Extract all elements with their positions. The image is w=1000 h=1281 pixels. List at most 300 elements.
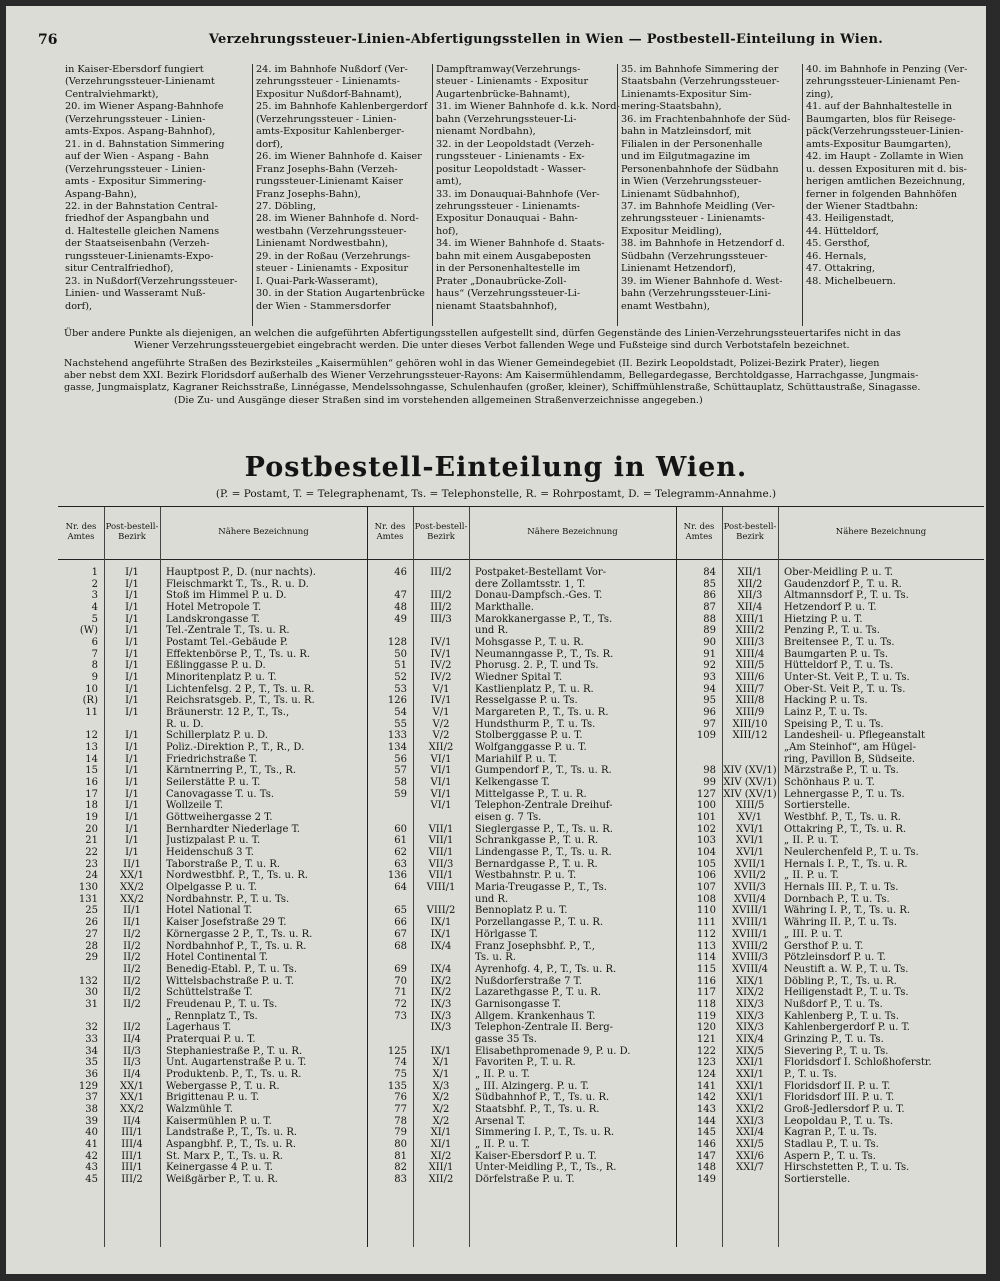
cell-bezeichnung: Gaudenzdorf P., T. u. R. [784,578,902,590]
cell-amt-nr: 55 [394,718,407,730]
cell-bezirk: V/2 [432,730,450,742]
cell-amt-nr: 41 [85,1138,98,1150]
cell-bezeichnung: Canovagasse T. u. Ts. [166,788,275,800]
table-row [676,882,984,894]
table-row [676,1069,984,1081]
top-column [802,64,986,326]
top-column-line: Prater „Donaubrücke-Zoll- [436,275,567,287]
running-title: Verzehrungssteuer-Linien-Abfertigungsstellen in Wien — Postbestell-Einteilung in Wien. [208,32,884,47]
cell-bezirk: I/1 [125,567,139,578]
cell-bezeichnung: Telephon-Zentrale II. Berg- [475,1022,614,1034]
cell-amt-nr: 144 [696,1115,716,1127]
table-row [367,695,676,707]
cell-amt-nr: 68 [394,940,407,952]
cell-bezeichnung: Produktenb. P., T., Ts. u. R. [166,1068,302,1080]
cell-bezirk: II/2 [123,975,141,987]
top-column-line: 42. im Haupt - Zollamte in Wien [806,151,964,163]
cell-bezirk: V/2 [432,718,450,730]
table-row [676,684,984,696]
cell-bezeichnung: Schrankgasse P., T. u. R. [475,835,599,847]
cell-bezeichnung: Lazarethgasse P., T. u. R. [475,987,602,999]
top-column-line: 40. im Bahnhofe in Penzing (Ver- [806,64,968,75]
top-column-line: 24. im Bahnhofe Nußdorf (Ver- [256,64,408,75]
cell-bezirk: XIX/4 [736,1033,764,1045]
cell-bezeichnung: Hernals III. P., T. u. Ts. [784,882,899,894]
table-row [676,719,984,731]
column-header-bezeichnung [778,507,984,557]
table-row [58,1057,367,1069]
cell-bezirk: II/1 [123,858,141,870]
cell-bezeichnung: und R. [475,893,509,905]
cell-bezeichnung: Olpelgasse P. u. T. [166,882,257,894]
table-block [58,507,368,1247]
cell-bezirk: I/1 [125,683,139,695]
cell-bezeichnung: Penzing P., T. u. Ts. [784,625,880,637]
top-column-line: (Verzehrungssteuer - Linien- [256,113,397,125]
cell-bezirk: XIX/3 [736,1010,764,1022]
cell-bezeichnung: Maria-Treugasse P., T., Ts. [475,882,607,894]
cell-bezeichnung: Kelkengasse T. [475,777,550,789]
cell-bezirk: III/2 [430,590,452,602]
top-column-line: westbahn (Verzehrungssteuer- [256,225,407,237]
cell-amt-nr: 34 [85,1045,98,1057]
cell-amt-nr: 57 [394,765,407,777]
cell-amt-nr: 33 [85,1033,98,1045]
cell-amt-nr: 121 [696,1033,716,1045]
cell-amt-nr: 70 [394,975,407,987]
cell-bezeichnung: Speising P., T. u. Ts. [784,718,884,730]
cell-bezirk: IX/1 [430,928,452,940]
cell-amt-nr: 108 [696,893,716,905]
top-column-line: der Staatseisenbahn (Verzeh- [65,238,210,250]
table-row [367,859,676,871]
cell-amt-nr: 65 [394,905,407,917]
cell-amt-nr: 127 [696,788,716,800]
cell-bezeichnung: Simmering I. P., T., Ts. u. R. [475,1127,615,1139]
cell-amt-nr: 52 [394,672,407,684]
cell-bezeichnung: „Am Steinhof“, am Hügel- [784,742,916,754]
table-row [367,894,676,906]
top-column-line: situr Centralfriedhof), [65,263,174,275]
cell-bezeichnung: Praterquai P. u. T. [166,1033,256,1045]
cell-amt-nr: 84 [703,567,716,578]
cell-bezirk: XIV (XV/1) [723,777,777,789]
cell-amt-nr: 147 [696,1150,716,1162]
top-column-line: zehrungssteuer - Linienamts- [436,200,580,212]
cell-bezirk: I/1 [125,800,139,812]
cell-bezeichnung: Landskrongasse T. [166,613,260,625]
cell-bezeichnung: Südbahnhof P., T., Ts. u. R. [475,1092,610,1104]
table-row [676,894,984,906]
note-line: Über andere Punkte als diejenigen, an welchen die aufgeführten Abfertigungsstellen aufgestellt sind, dürfen Gegenstände des Linien-Verzehrungssteuertarifes nicht in das [64,328,901,339]
table-row [676,847,984,859]
top-column [432,64,620,326]
cell-amt-nr: 77 [394,1103,407,1115]
cell-amt-nr: 115 [696,963,716,975]
table-row [367,765,676,777]
cell-bezirk: III/1 [121,1127,143,1139]
table-row [58,1092,367,1104]
table-row [367,941,676,953]
table-row [367,1174,676,1186]
table-row [676,777,984,789]
table-row [367,1139,676,1151]
table-row [367,882,676,894]
table-row [367,835,676,847]
cell-amt-nr: 43 [85,1162,98,1174]
abfertigungsstellen-columns [62,64,982,326]
top-column-line: nienamt Nordbahn), [436,126,536,138]
top-column-line: Expositur Meidling), [621,225,722,237]
cell-bezeichnung: gasse 35 Ts. [475,1033,537,1045]
table-row [676,730,984,742]
top-column-line: 26. im Wiener Bahnhofe d. Kaiser [256,151,422,163]
table-row [367,754,676,766]
cell-amt-nr: 106 [696,870,716,882]
cell-amt-nr: 123 [696,1057,716,1069]
table-row [367,1081,676,1093]
cell-bezirk: II/2 [123,940,141,952]
top-column-line: amts-Expos. Aspang-Bahnhof), [65,126,216,138]
top-column-line: zing), [806,88,834,100]
cell-bezirk: XVII/3 [734,882,766,894]
table-row [58,999,367,1011]
cell-amt-nr: 111 [696,917,716,929]
cell-bezirk: I/1 [125,788,139,800]
cell-amt-nr: 21 [85,835,98,847]
cell-amt-nr: 126 [387,695,407,707]
note-verbotstafeln [64,328,982,352]
cell-bezeichnung: Mohsgasse P., T. u. R. [475,637,584,649]
cell-bezirk: VII/1 [428,823,454,835]
cell-bezeichnung: Hetzendorf P. u. T. [784,602,877,614]
table-row [676,672,984,684]
cell-bezirk: XVII/1 [734,858,766,870]
cell-bezeichnung: Sortierstelle. [784,1173,851,1185]
table-row [676,1046,984,1058]
cell-bezeichnung: Ober-St. Veit P., T. u. Ts. [784,683,906,695]
cell-bezeichnung: Märzstraße P., T. u. Ts. [784,765,899,777]
postbestell-table [58,506,984,1247]
cell-amt-nr: 28 [85,940,98,952]
table-row [676,789,984,801]
top-column-line: 21. in d. Bahnstation Simmering [65,138,225,150]
cell-bezeichnung: Kahlenberg P., T. u. Ts. [784,1010,899,1022]
table-row [58,672,367,684]
cell-amt-nr: 72 [394,998,407,1010]
cell-bezirk: XVIII/1 [732,905,768,917]
table-row [676,1174,984,1186]
top-column-line: amts - Expositur Simmering- [65,176,207,188]
table-row [676,1081,984,1093]
table-row [676,695,984,707]
cell-amt-nr: 31 [85,998,98,1010]
cell-bezirk: I/1 [125,660,139,672]
cell-bezirk: XVI/1 [735,847,765,859]
cell-bezirk: I/1 [125,602,139,614]
cell-bezirk: XXI/3 [736,1115,764,1127]
table-row [367,1116,676,1128]
cell-amt-nr: 22 [85,847,98,859]
column-header-text: Nähere Bezeichnung [527,527,618,537]
top-column-line: 23. in Nußdorf(Verzehrungssteuer- [65,275,238,287]
table-row [58,567,367,579]
cell-amt-nr: 30 [85,987,98,999]
cell-bezeichnung: Leopoldau P., T. u. Ts. [784,1115,894,1127]
cell-amt-nr: 63 [394,858,407,870]
table-row [367,1011,676,1023]
top-column-line: der Wien - Stammersdorfer [256,300,391,312]
cell-amt-nr: 7 [91,648,98,660]
cell-bezeichnung: „ III. P. u. T. [784,928,843,940]
top-column-line: Linienamt Nordwestbahn), [256,238,389,250]
cell-bezirk: XII/2 [428,742,454,754]
cell-amt-nr: 85 [703,578,716,590]
cell-bezirk: XIII/5 [735,660,765,672]
cell-bezeichnung: Stoß im Himmel P. u. D. [166,590,287,602]
table-rows [676,567,984,1186]
note-line: gasse, Jungmaisplatz, Kagraner Reichsstraße, Linnégasse, Mendelssohngasse, Schulenhaufen (großer, kleiner), Schiffmühlenstraße, Schüttauplatz, Schüttaustraße, Sinagasse. [64,382,921,394]
cell-bezirk: XIII/3 [735,637,765,649]
note-line: aber nebst dem XXI. Bezirk Floridsdorf außerhalb des Wiener Verzehrungssteuer-Rayons: Am Kaisermühlendamm, Bellegardegasse, Berchtoldgasse, Harrachgasse, Jungmais- [64,370,919,382]
cell-bezirk: IX/4 [430,940,452,952]
cell-bezeichnung: Markthalle. [475,602,534,614]
cell-bezeichnung: Lagerhaus T. [166,1022,232,1034]
cell-bezeichnung: Landesheil- u. Pflegeanstalt [784,730,925,742]
table-row [58,929,367,941]
cell-amt-nr: 37 [85,1092,98,1104]
cell-bezirk: XIX/3 [736,998,764,1010]
table-row [367,847,676,859]
cell-bezirk: VI/1 [430,765,452,777]
top-column-line: (Verzehrungssteuer - Linien- [65,113,206,125]
table-row [58,859,367,871]
cell-bezirk: XII/2 [737,578,763,590]
table-row [58,1174,367,1186]
table-row [58,637,367,649]
cell-bezeichnung: Körnergasse 2 P., T., Ts. u. R. [166,928,313,940]
cell-bezeichnung: Seilerstätte P. u. T. [166,777,261,789]
table-row [676,835,984,847]
cell-bezirk: X/2 [432,1103,450,1115]
table-row [58,1034,367,1046]
cell-bezeichnung: Unter-Meidling P., T., Ts., R. [475,1162,617,1174]
cell-amt-nr: 120 [696,1022,716,1034]
cell-amt-nr: 86 [703,590,716,602]
cell-bezirk: I/1 [125,578,139,590]
table-row [58,625,367,637]
cell-amt-nr: 113 [696,940,716,952]
cell-bezirk: XVIII/3 [732,952,768,964]
cell-bezeichnung: Floridsdorf II. P. u. T. [784,1080,891,1092]
top-column-line: Expositur Donauquai - Bahn- [436,213,578,225]
cell-amt-nr: 1 [91,567,98,578]
cell-bezirk: XVIII/2 [732,940,768,952]
top-column-line: 38. im Bahnhofe in Hetzendorf d. [621,238,785,250]
top-column-line: 25. im Bahnhofe Kahlenbergerdorf [256,101,428,113]
cell-bezirk: XIX/5 [736,1045,764,1057]
cell-bezirk: XIII/4 [735,648,765,660]
top-column-line: 31. im Wiener Bahnhofe d. k.k. Nord- [436,101,620,113]
table-row [676,567,984,579]
cell-bezirk: X/2 [432,1115,450,1127]
cell-bezirk: IV/2 [430,672,452,684]
table-row [676,1104,984,1116]
cell-amt-nr: 141 [696,1080,716,1092]
cell-amt-nr: 12 [85,730,98,742]
cell-amt-nr: 11 [85,707,98,719]
cell-bezeichnung: Webergasse P., T. u. R. [166,1080,280,1092]
cell-bezirk: XVII/4 [734,893,766,905]
cell-amt-nr: 64 [394,882,407,894]
top-column-line: hof), [436,225,459,237]
top-column-line: steuer - Linienamts - Expositur [256,263,409,275]
table-row [367,1069,676,1081]
table-row [367,707,676,719]
table-row [58,684,367,696]
cell-amt-nr: 24 [85,870,98,882]
table-row [367,637,676,649]
table-row [58,835,367,847]
table-row [367,1034,676,1046]
document-page [6,6,986,1274]
cell-bezeichnung: Kastlienplatz P., T. u. R. [475,683,594,695]
cell-bezeichnung: Stolberggasse P. u. T. [475,730,583,742]
cell-amt-nr: 2 [91,578,98,590]
table-row [58,579,367,591]
cell-bezirk: VIII/1 [426,882,456,894]
table-row [367,590,676,602]
cell-bezirk: XXI/4 [736,1127,764,1139]
table-row [676,1011,984,1023]
cell-amt-nr: 134 [387,742,407,754]
cell-amt-nr: 109 [696,730,716,742]
cell-amt-nr: 58 [394,777,407,789]
cell-amt-nr: 32 [85,1022,98,1034]
cell-bezeichnung: Telephon-Zentrale Dreihuf- [475,800,613,812]
top-column-line: Linienamt Südbahnhof), [621,188,740,200]
top-column-line: 28. im Wiener Bahnhofe d. Nord- [256,213,419,225]
cell-bezirk: XII/1 [428,1162,454,1174]
cell-bezeichnung: Bräunerstr. 12 P., T., Ts., [166,707,290,719]
cell-amt-nr: 98 [703,765,716,777]
cell-bezirk: III/1 [121,1150,143,1162]
column-header-bezeichnung [469,507,676,557]
cell-amt-nr: 18 [85,800,98,812]
table-row [58,707,367,719]
table-row [58,964,367,976]
top-column-line: 46. Hernals, [806,250,867,262]
cell-amt-nr: 114 [696,952,716,964]
table-row [367,976,676,988]
cell-amt-nr: 132 [78,975,98,987]
table-row [676,1127,984,1139]
table-row [676,602,984,614]
table-row [367,824,676,836]
column-header-text: Nr. des Amtes [374,522,406,542]
table-row [58,754,367,766]
cell-bezirk: XXI/1 [736,1092,764,1104]
cell-amt-nr: 45 [85,1173,98,1185]
cell-bezeichnung: „ III. Alzingerg. P. u. T. [475,1080,589,1092]
top-column-line: zehrungssteuer - Linienamts- [621,213,765,225]
cell-amt-nr: 42 [85,1150,98,1162]
table-row [58,941,367,953]
table-row [676,964,984,976]
cell-bezeichnung: Hietzing P. u. T. [784,613,863,625]
cell-bezirk: XXI/7 [736,1162,764,1174]
cell-amt-nr: 66 [394,917,407,929]
cell-bezirk: I/1 [125,695,139,707]
cell-amt-nr: 71 [394,987,407,999]
cell-bezeichnung: Hotel National T. [166,905,253,917]
cell-bezirk: XVI/1 [735,835,765,847]
column-header-text: Post-bestell-Bezirk [723,522,777,542]
top-column-line: 39. im Wiener Bahnhofe d. West- [621,275,783,287]
page-number: 76 [38,32,58,48]
cell-amt-nr: 96 [703,707,716,719]
cell-amt-nr: 148 [696,1162,716,1174]
top-column-line: Linienamt Hetzendorf), [621,263,737,275]
table-row [676,742,984,754]
cell-amt-nr: 100 [696,800,716,812]
table-row [367,952,676,964]
cell-bezirk: I/1 [125,637,139,649]
cell-amt-nr: 6 [91,637,98,649]
cell-bezirk: XIII/8 [735,695,765,707]
cell-bezirk: II/4 [123,1115,141,1127]
cell-amt-nr: 74 [394,1057,407,1069]
table-row [367,1092,676,1104]
table-row [58,987,367,999]
table-row [58,719,367,731]
table-row [676,1139,984,1151]
cell-bezirk: IV/1 [430,648,452,660]
cell-bezeichnung: Allgem. Krankenhaus T. [475,1010,596,1022]
cell-amt-nr: 38 [85,1103,98,1115]
cell-amt-nr: 9 [91,672,98,684]
cell-bezirk: XIX/1 [736,975,764,987]
table-row [676,859,984,871]
table-row [367,684,676,696]
table-row [58,1127,367,1139]
top-column-line: 20. im Wiener Aspang-Bahnhofe [65,101,224,113]
table-rows [367,567,676,1186]
cell-amt-nr: 130 [78,882,98,894]
cell-amt-nr: 102 [696,823,716,835]
table-row [367,1104,676,1116]
cell-bezeichnung: Gersthof P. u. T. [784,940,864,952]
cell-amt-nr: 8 [91,660,98,672]
cell-bezirk: I/1 [125,753,139,765]
top-column-line: 44. Hütteldorf, [806,225,879,237]
cell-bezirk: VI/1 [430,800,452,812]
cell-bezirk: IX/3 [430,998,452,1010]
top-column-line: 48. Michelbeuern. [806,275,896,287]
table-row [367,602,676,614]
cell-bezirk: I/1 [125,590,139,602]
cell-bezirk: III/2 [121,1173,143,1185]
cell-bezeichnung: Dornbach P., T. u. Ts. [784,893,890,905]
cell-bezeichnung: Hauptpost P., D. (nur nachts). [166,567,316,578]
top-column-line: nienamt Staatsbahnhof), [436,300,558,312]
table-row [367,964,676,976]
cell-bezirk: XXI/1 [736,1068,764,1080]
cell-amt-nr: 81 [394,1150,407,1162]
section-title: Postbestell-Einteilung in Wien. [244,452,748,483]
cell-bezeichnung: Minoritenplatz P. u. T. [166,672,277,684]
table-row [58,1011,367,1023]
